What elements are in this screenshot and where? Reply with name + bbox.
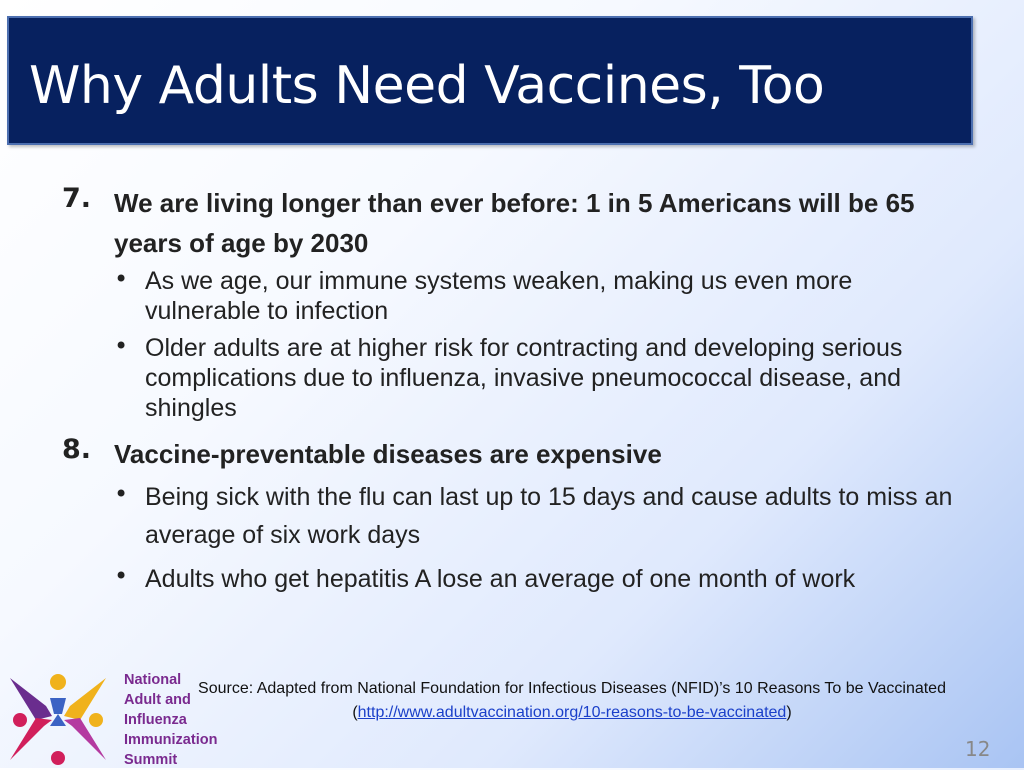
summit-logo-icon bbox=[6, 668, 110, 766]
point-number: 8. bbox=[62, 434, 92, 465]
source-prefix: Source: Adapted from National Foundation for Infectious Diseases (NFID)’s 10 Reasons To be Vaccinated ( bbox=[198, 680, 946, 721]
page-number: 12 bbox=[965, 737, 991, 761]
source-link[interactable]: http://www.adultvaccination.org/10-reasons-to-be-vaccinated bbox=[357, 704, 787, 721]
point-heading: Vaccine-preventable diseases are expensive bbox=[114, 439, 662, 469]
bullet-icon: • bbox=[114, 562, 129, 590]
logo-line: Influenza bbox=[124, 712, 187, 728]
bullet-icon: • bbox=[114, 332, 129, 360]
point-heading: We are living longer than ever before: 1 in 5 Americans will be 65 years of age by 2030 bbox=[114, 188, 915, 258]
bullet-text: Being sick with the flu can last up to 15 days and cause adults to miss an average of six work days bbox=[145, 483, 953, 549]
source-citation bbox=[196, 677, 948, 725]
logo-line: Immunization bbox=[124, 732, 218, 748]
bullet-icon: • bbox=[114, 265, 129, 293]
logo-line: Summit bbox=[124, 752, 178, 768]
logo-line: National bbox=[124, 672, 182, 688]
bullet-text: Adults who get hepatitis A lose an average of one month of work bbox=[145, 565, 856, 593]
logo-line: Adult and bbox=[124, 692, 191, 708]
bullet-icon: • bbox=[114, 480, 129, 508]
slide-title: Why Adults Need Vaccines, Too bbox=[29, 56, 825, 116]
bullet-text: As we age, our immune systems weaken, making us even more vulnerable to infection bbox=[145, 267, 853, 325]
source-suffix: ) bbox=[786, 704, 792, 721]
point-number: 7. bbox=[62, 183, 92, 214]
bullet-text: Older adults are at higher risk for contracting and developing serious complications due to influenza, invasive pneumococcal disease, and shingles bbox=[145, 334, 903, 422]
